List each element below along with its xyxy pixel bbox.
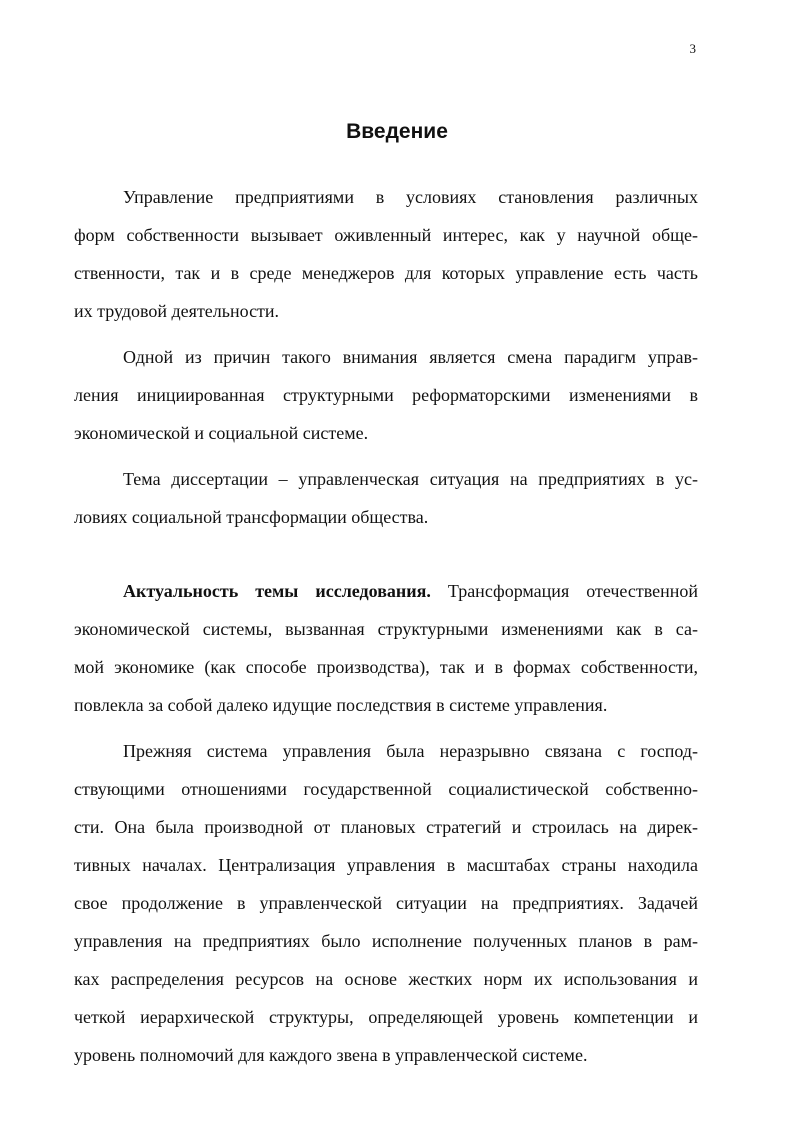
paragraph-3 xyxy=(74,460,698,536)
paragraph-line: экономической и социальной системе. xyxy=(74,423,369,443)
paragraph-line: ловиях социальной трансформации общества. xyxy=(74,507,429,527)
paragraph-line xyxy=(74,572,698,610)
page-number: 3 xyxy=(689,41,696,56)
paragraph-line: ствующими отношениями государственной социалистической собственно- xyxy=(74,779,698,799)
paragraph-lead-text: Трансформация отечественной xyxy=(430,581,698,601)
document-body xyxy=(74,178,698,1074)
paragraph-line: тивных началах. Централизация управления в масштабах страны находила xyxy=(74,855,698,875)
paragraph-line: сти. Она была производной от плановых стратегий и строилась на дирек- xyxy=(74,817,698,837)
section-heading-inline: Актуальность темы исследования. xyxy=(123,581,431,601)
paragraph-line: Одной из причин такого внимания является смена парадигм управ- xyxy=(123,347,698,367)
paragraph-line: Прежняя система управления была неразрывно связана с господ- xyxy=(123,741,698,761)
paragraph-line: четкой иерархической структуры, определяющей уровень компетенции и xyxy=(74,1007,698,1027)
paragraph-gap xyxy=(74,452,698,460)
paragraph-4 xyxy=(74,572,698,724)
paragraph-line: уровень полномочий для каждого звена в управленческой системе. xyxy=(74,1045,588,1065)
paragraph-line: управления на предприятиях было исполнение полученных планов в рам- xyxy=(74,931,698,951)
paragraph-gap xyxy=(74,724,698,732)
paragraph-line: повлекла за собой далеко идущие последствия в системе управления. xyxy=(74,695,608,715)
paragraph-1 xyxy=(74,178,698,330)
paragraph-line: Управление предприятиями в условиях становления различных xyxy=(123,187,698,207)
paragraph-line: Тема диссертации – управленческая ситуация на предприятиях в ус- xyxy=(123,469,698,489)
paragraph-line: форм собственности вызывает оживленный интерес, как у научной обще- xyxy=(74,225,698,245)
paragraph-2 xyxy=(74,338,698,452)
page-title: Введение xyxy=(346,120,448,143)
paragraph-line: мой экономике (как способе производства), так и в формах собственности, xyxy=(74,657,698,677)
paragraph-line: их трудовой деятельности. xyxy=(74,301,280,321)
paragraph-line: ственности, так и в среде менеджеров для которых управление есть часть xyxy=(74,263,698,283)
paragraph-line: экономической системы, вызванная структурными изменениями как в са- xyxy=(74,619,698,639)
paragraph-line: ления инициированная структурными реформаторскими изменениями в xyxy=(74,385,698,405)
section-gap xyxy=(74,536,698,572)
paragraph-line: свое продолжение в управленческой ситуации на предприятиях. Задачей xyxy=(74,893,698,913)
paragraph-gap xyxy=(74,330,698,338)
paragraph-5 xyxy=(74,732,698,1074)
paragraph-line: ках распределения ресурсов на основе жестких норм их использования и xyxy=(74,969,698,989)
